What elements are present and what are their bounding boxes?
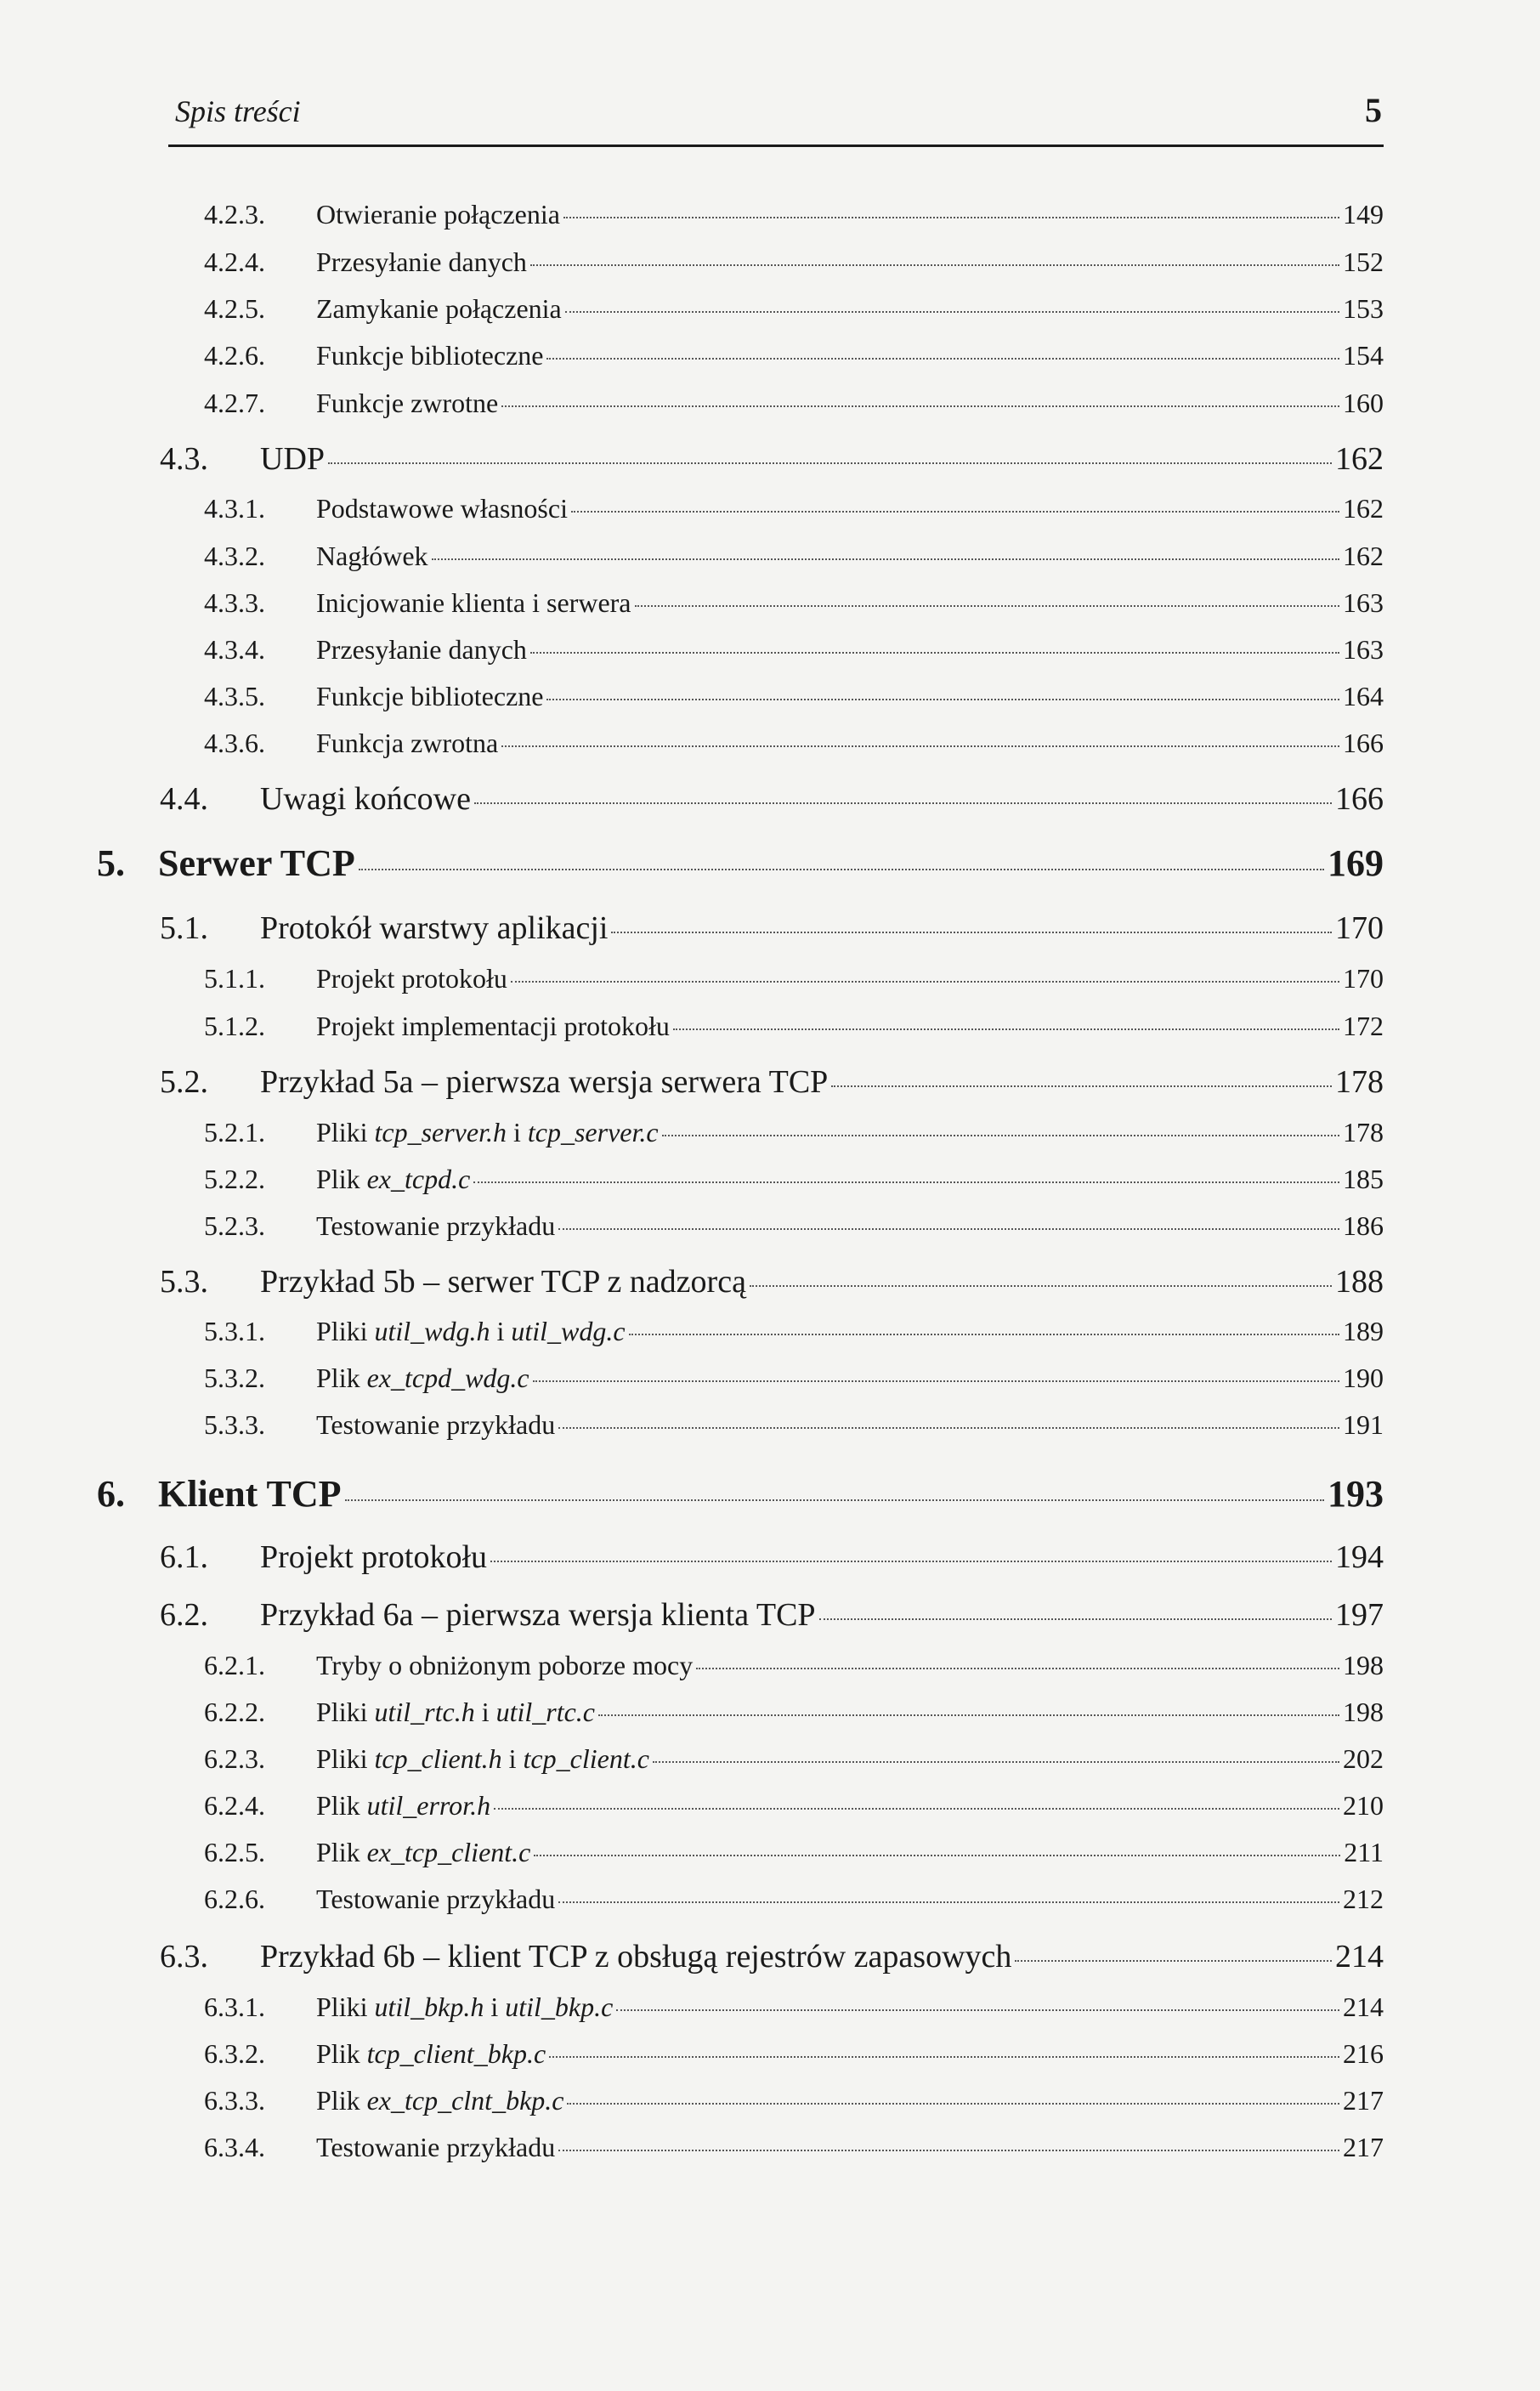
leader-dots bbox=[558, 2150, 1339, 2151]
toc-entry-page: 162 bbox=[1343, 541, 1384, 571]
leader-dots bbox=[546, 358, 1339, 360]
toc-entry-page: 214 bbox=[1335, 1939, 1384, 1975]
leader-dots bbox=[359, 869, 1324, 870]
toc-entry-number: 4.3.5. bbox=[204, 681, 265, 711]
toc-entry[interactable] bbox=[204, 2085, 1384, 2116]
toc-entry-number: 4.2.7. bbox=[204, 388, 265, 418]
toc-entry[interactable] bbox=[204, 388, 1384, 419]
toc-entry-page: 149 bbox=[1343, 199, 1384, 229]
toc-entry-title bbox=[316, 1164, 470, 1195]
filename: util_error.h bbox=[366, 1790, 491, 1821]
filename: util_bkp.h bbox=[374, 1992, 484, 2022]
leader-dots bbox=[598, 1714, 1339, 1716]
toc-entry-number: 5.3.1. bbox=[204, 1316, 265, 1346]
toc-entry[interactable] bbox=[204, 963, 1384, 994]
toc-entry[interactable] bbox=[204, 681, 1384, 712]
toc-entry-title: Testowanie przykładu bbox=[316, 2132, 556, 2162]
toc-entry-title bbox=[316, 1743, 649, 1775]
title-conjunction: i bbox=[490, 1316, 512, 1346]
toc-entry-title: Otwieranie połączenia bbox=[316, 199, 560, 229]
toc-entry[interactable] bbox=[204, 2038, 1384, 2070]
leader-dots bbox=[750, 1285, 1332, 1287]
toc-entry-number: 6.2.6. bbox=[204, 1884, 265, 1914]
toc-entry-page: 162 bbox=[1335, 441, 1384, 477]
toc-entry-page: 178 bbox=[1335, 1064, 1384, 1100]
leader-dots bbox=[345, 1499, 1324, 1501]
toc-entry-title bbox=[316, 1992, 613, 2023]
title-prefix: Pliki bbox=[316, 1992, 375, 2022]
toc-entry-title: Projekt protokołu bbox=[316, 963, 507, 994]
toc-entry-number: 6.2.5. bbox=[204, 1837, 265, 1867]
leader-dots bbox=[1015, 1960, 1332, 1962]
toc-entry-title: Uwagi końcowe bbox=[260, 781, 471, 817]
toc-entry[interactable] bbox=[204, 1011, 1384, 1042]
title-prefix: Plik bbox=[316, 1790, 367, 1821]
toc-entry[interactable] bbox=[160, 909, 1384, 947]
leader-dots bbox=[831, 1085, 1332, 1087]
leader-dots bbox=[558, 1901, 1339, 1903]
leader-dots bbox=[563, 217, 1339, 218]
toc-entry-page: 160 bbox=[1343, 388, 1384, 418]
toc-entry-title: Przykład 5b – serwer TCP z nadzorcą bbox=[260, 1264, 746, 1300]
toc-entry[interactable] bbox=[204, 493, 1384, 524]
toc-entry[interactable] bbox=[204, 728, 1384, 759]
toc-entry-number: 4.3.2. bbox=[204, 541, 265, 571]
toc-entry-number: 6.3.4. bbox=[204, 2132, 265, 2162]
filename: ex_tcp_client.c bbox=[366, 1837, 531, 1867]
toc-entry-page: 152 bbox=[1343, 246, 1384, 277]
toc-entry[interactable] bbox=[160, 1063, 1384, 1101]
toc-entry-title bbox=[316, 1363, 529, 1394]
toc-entry-page: 166 bbox=[1343, 728, 1384, 758]
leader-dots bbox=[534, 1855, 1340, 1856]
leader-dots bbox=[490, 1561, 1332, 1562]
toc-entry-page: 186 bbox=[1343, 1210, 1384, 1241]
toc-entry-page: 185 bbox=[1343, 1164, 1384, 1194]
filename: tcp_client_bkp.c bbox=[366, 2038, 546, 2069]
toc-entry-title bbox=[316, 2085, 563, 2116]
toc-entry[interactable] bbox=[204, 1164, 1384, 1195]
toc-entry[interactable] bbox=[160, 1938, 1384, 1975]
toc-entry-title bbox=[316, 1790, 490, 1822]
toc-entry-page: 189 bbox=[1343, 1316, 1384, 1346]
filename: util_bkp.c bbox=[505, 1992, 614, 2022]
leader-dots bbox=[501, 405, 1339, 407]
toc-entry-title: Testowanie przykładu bbox=[316, 1884, 556, 1914]
toc-entry-page: 214 bbox=[1343, 1992, 1384, 2022]
leader-dots bbox=[662, 1135, 1339, 1136]
toc-chapter-number: 6. bbox=[97, 1473, 125, 1515]
toc-entry[interactable] bbox=[204, 246, 1384, 278]
toc-entry[interactable] bbox=[204, 1884, 1384, 1915]
toc-entry[interactable] bbox=[204, 634, 1384, 666]
toc-entry-page: 210 bbox=[1343, 1790, 1384, 1821]
toc-entry-number: 4.3.4. bbox=[204, 634, 265, 665]
title-prefix: Pliki bbox=[316, 1743, 375, 1774]
toc-chapter-title: Serwer TCP bbox=[158, 842, 355, 884]
toc-entry[interactable] bbox=[204, 1992, 1384, 2023]
leader-dots bbox=[546, 699, 1339, 700]
toc-entry-title: Inicjowanie klienta i serwera bbox=[316, 587, 631, 618]
header-title: Spis treści bbox=[175, 94, 301, 128]
toc-entry-number: 6.3.3. bbox=[204, 2085, 265, 2116]
leader-dots bbox=[565, 311, 1339, 313]
toc-entry-number: 4.2.6. bbox=[204, 340, 265, 371]
title-conjunction: i bbox=[506, 1117, 528, 1147]
toc-entry-title: Przykład 6b – klient TCP z obsługą rejestrów zapasowych bbox=[260, 1939, 1012, 1975]
leader-dots bbox=[629, 1334, 1339, 1335]
toc-chapter-title: Klient TCP bbox=[158, 1473, 342, 1515]
toc-entry-title: Projekt protokołu bbox=[260, 1539, 488, 1575]
toc-entry-number: 4.3.3. bbox=[204, 587, 265, 618]
toc-entry-number: 5.1. bbox=[160, 910, 208, 946]
leader-dots bbox=[533, 1380, 1339, 1382]
filename: util_rtc.h bbox=[374, 1697, 475, 1727]
toc-entry-number: 5.2.1. bbox=[204, 1117, 265, 1147]
toc-entry-page: 216 bbox=[1343, 2038, 1384, 2069]
title-prefix: Plik bbox=[316, 2085, 367, 2116]
toc-entry-page: 212 bbox=[1343, 1884, 1384, 1914]
toc-chapter[interactable] bbox=[97, 1472, 1384, 1516]
filename: ex_tcpd_wdg.c bbox=[366, 1363, 529, 1393]
toc-entry-page: 166 bbox=[1335, 781, 1384, 817]
title-prefix: Pliki bbox=[316, 1316, 375, 1346]
leader-dots bbox=[530, 264, 1339, 266]
toc-entry[interactable] bbox=[204, 340, 1384, 371]
filename: tcp_server.c bbox=[527, 1117, 659, 1147]
leader-dots bbox=[473, 1181, 1339, 1183]
toc-entry-title: Tryby o obniżonym poborze mocy bbox=[316, 1650, 694, 1680]
title-conjunction: i bbox=[474, 1697, 496, 1727]
filename: ex_tcpd.c bbox=[366, 1164, 471, 1194]
toc-entry-title: UDP bbox=[260, 441, 326, 477]
toc-entry-title: Funkcje zwrotne bbox=[316, 388, 499, 418]
toc-entry-page: 194 bbox=[1335, 1539, 1384, 1575]
leader-dots bbox=[635, 605, 1340, 607]
toc-entry-title: Zamykanie połączenia bbox=[316, 293, 562, 324]
toc-entry-title: Przykład 5a – pierwsza wersja serwera TCP bbox=[260, 1064, 829, 1100]
filename: util_wdg.c bbox=[511, 1316, 626, 1346]
toc-entry-number: 5.3.3. bbox=[204, 1409, 265, 1440]
toc-entry-number: 4.2.4. bbox=[204, 246, 265, 277]
leader-dots bbox=[432, 558, 1339, 560]
leader-dots bbox=[530, 652, 1339, 654]
toc-chapter-page: 169 bbox=[1328, 842, 1384, 884]
toc-entry-number: 6.2.4. bbox=[204, 1790, 265, 1821]
toc-entry[interactable] bbox=[204, 1790, 1384, 1822]
toc-entry-number: 5.3.2. bbox=[204, 1363, 265, 1393]
toc-entry-page: 163 bbox=[1343, 634, 1384, 665]
leader-dots bbox=[571, 511, 1339, 513]
filename: tcp_client.c bbox=[523, 1743, 649, 1774]
toc-entry-title bbox=[316, 1117, 659, 1148]
toc-entry-number: 4.3.1. bbox=[204, 493, 265, 524]
toc-entry[interactable] bbox=[204, 1363, 1384, 1394]
toc-entry[interactable] bbox=[204, 1837, 1384, 1868]
toc-entry-page: 170 bbox=[1335, 910, 1384, 946]
toc-entry[interactable] bbox=[160, 780, 1384, 818]
toc-entry-title: Projekt implementacji protokołu bbox=[316, 1011, 670, 1041]
toc-entry-number: 6.1. bbox=[160, 1539, 208, 1575]
toc-entry[interactable] bbox=[204, 1743, 1384, 1775]
leader-dots bbox=[474, 802, 1332, 804]
toc-entry-page: 153 bbox=[1343, 293, 1384, 324]
toc-entry-number: 4.3.6. bbox=[204, 728, 265, 758]
leader-dots bbox=[819, 1618, 1332, 1620]
toc-entry-title bbox=[316, 1837, 530, 1868]
toc-entry[interactable] bbox=[160, 1596, 1384, 1634]
toc-entry[interactable] bbox=[204, 293, 1384, 325]
toc-entry-title: Nagłówek bbox=[316, 541, 428, 571]
toc-entry-number: 4.2.3. bbox=[204, 199, 265, 229]
toc-entry-number: 6.3. bbox=[160, 1939, 208, 1975]
leader-dots bbox=[558, 1427, 1339, 1429]
toc-entry[interactable] bbox=[160, 440, 1384, 478]
toc-entry[interactable] bbox=[160, 1263, 1384, 1300]
filename: util_wdg.h bbox=[374, 1316, 490, 1346]
toc-entry-page: 198 bbox=[1343, 1697, 1384, 1727]
toc-entry[interactable] bbox=[204, 587, 1384, 619]
title-prefix: Plik bbox=[316, 1164, 367, 1194]
toc-entry[interactable] bbox=[204, 199, 1384, 230]
toc-entry-number: 6.2. bbox=[160, 1597, 208, 1633]
filename: util_rtc.c bbox=[495, 1697, 595, 1727]
title-conjunction: i bbox=[501, 1743, 524, 1774]
title-prefix: Pliki bbox=[316, 1117, 375, 1147]
toc-entry[interactable] bbox=[204, 1697, 1384, 1728]
toc-entry-number: 4.2.5. bbox=[204, 293, 265, 324]
toc-entry[interactable] bbox=[204, 1409, 1384, 1441]
toc-entry-page: 217 bbox=[1343, 2132, 1384, 2162]
toc-entry-title: Przykład 6a – pierwsza wersja klienta TCP bbox=[260, 1597, 816, 1633]
toc-entry-page: 217 bbox=[1343, 2085, 1384, 2116]
toc-entry-page: 172 bbox=[1343, 1011, 1384, 1041]
leader-dots bbox=[501, 745, 1339, 747]
toc-entry[interactable] bbox=[204, 1650, 1384, 1681]
toc-entry-title: Testowanie przykładu bbox=[316, 1210, 556, 1241]
toc-entry-number: 6.2.1. bbox=[204, 1650, 265, 1680]
toc-entry[interactable] bbox=[160, 1538, 1384, 1576]
toc-entry-number: 6.2.2. bbox=[204, 1697, 265, 1727]
leader-dots bbox=[494, 1808, 1339, 1810]
toc-entry-page: 170 bbox=[1343, 963, 1384, 994]
title-prefix: Plik bbox=[316, 2038, 367, 2069]
toc-entry-number: 5.2. bbox=[160, 1064, 208, 1100]
toc-entry[interactable] bbox=[204, 2132, 1384, 2163]
toc-entry-number: 5.2.2. bbox=[204, 1164, 265, 1194]
header-page-number: 5 bbox=[1365, 91, 1382, 129]
toc-entry-number: 5.1.1. bbox=[204, 963, 265, 994]
toc-entry-page: 197 bbox=[1335, 1597, 1384, 1633]
toc-entry-number: 6.2.3. bbox=[204, 1743, 265, 1774]
toc-entry-number: 6.3.2. bbox=[204, 2038, 265, 2069]
toc-chapter[interactable] bbox=[97, 841, 1384, 885]
leader-dots bbox=[549, 2056, 1339, 2058]
toc-entry-page: 198 bbox=[1343, 1650, 1384, 1680]
title-conjunction: i bbox=[484, 1992, 506, 2022]
toc-entry[interactable] bbox=[204, 1210, 1384, 1242]
leader-dots bbox=[328, 462, 1332, 464]
toc-entry[interactable] bbox=[204, 541, 1384, 572]
toc-entry-number: 5.1.2. bbox=[204, 1011, 265, 1041]
leader-dots bbox=[567, 2103, 1339, 2105]
toc-entry-title bbox=[316, 1697, 595, 1728]
toc-entry-number: 6.3.1. bbox=[204, 1992, 265, 2022]
toc-entry-title: Protokół warstwy aplikacji bbox=[260, 910, 609, 946]
toc-entry-number: 5.3. bbox=[160, 1264, 208, 1300]
toc-entry-number: 5.2.3. bbox=[204, 1210, 265, 1241]
toc-entry-title: Funkcje biblioteczne bbox=[316, 340, 544, 371]
toc-entry[interactable] bbox=[204, 1316, 1384, 1347]
toc-entry-page: 178 bbox=[1343, 1117, 1384, 1147]
toc-entry-title: Podstawowe własności bbox=[316, 493, 568, 524]
toc-entry-number: 4.3. bbox=[160, 441, 208, 477]
toc-entry-page: 188 bbox=[1335, 1264, 1384, 1300]
leader-dots bbox=[616, 2009, 1339, 2011]
toc-entry-page: 154 bbox=[1343, 340, 1384, 371]
toc-chapter-page: 193 bbox=[1328, 1473, 1384, 1515]
toc-entry-page: 190 bbox=[1343, 1363, 1384, 1393]
filename: ex_tcp_clnt_bkp.c bbox=[366, 2085, 564, 2116]
toc-entry-title: Funkcja zwrotna bbox=[316, 728, 499, 758]
toc-entry-page: 164 bbox=[1343, 681, 1384, 711]
filename: tcp_server.h bbox=[374, 1117, 507, 1147]
title-prefix: Plik bbox=[316, 1837, 367, 1867]
toc-entry-title: Funkcje biblioteczne bbox=[316, 681, 544, 711]
toc-chapter-number: 5. bbox=[97, 842, 125, 884]
leader-dots bbox=[696, 1668, 1339, 1669]
toc-entry-title bbox=[316, 2038, 546, 2070]
toc-entry-page: 191 bbox=[1343, 1409, 1384, 1440]
leader-dots bbox=[673, 1028, 1339, 1030]
leader-dots bbox=[611, 932, 1332, 933]
toc-entry-page: 163 bbox=[1343, 587, 1384, 618]
title-prefix: Pliki bbox=[316, 1697, 375, 1727]
leader-dots bbox=[558, 1228, 1339, 1230]
filename: tcp_client.h bbox=[374, 1743, 502, 1774]
toc-entry-title bbox=[316, 1316, 626, 1347]
toc-entry-page: 211 bbox=[1344, 1837, 1384, 1867]
toc-entry-title: Przesyłanie danych bbox=[316, 246, 527, 277]
leader-dots bbox=[653, 1761, 1339, 1763]
leader-dots bbox=[511, 981, 1339, 983]
toc-entry-page: 202 bbox=[1343, 1743, 1384, 1774]
toc-entry[interactable] bbox=[204, 1117, 1384, 1148]
toc-entry-page: 162 bbox=[1343, 493, 1384, 524]
title-prefix: Plik bbox=[316, 1363, 367, 1393]
toc-entry-title: Testowanie przykładu bbox=[316, 1409, 556, 1440]
toc-entry-title: Przesyłanie danych bbox=[316, 634, 527, 665]
toc-entry-number: 4.4. bbox=[160, 781, 208, 817]
